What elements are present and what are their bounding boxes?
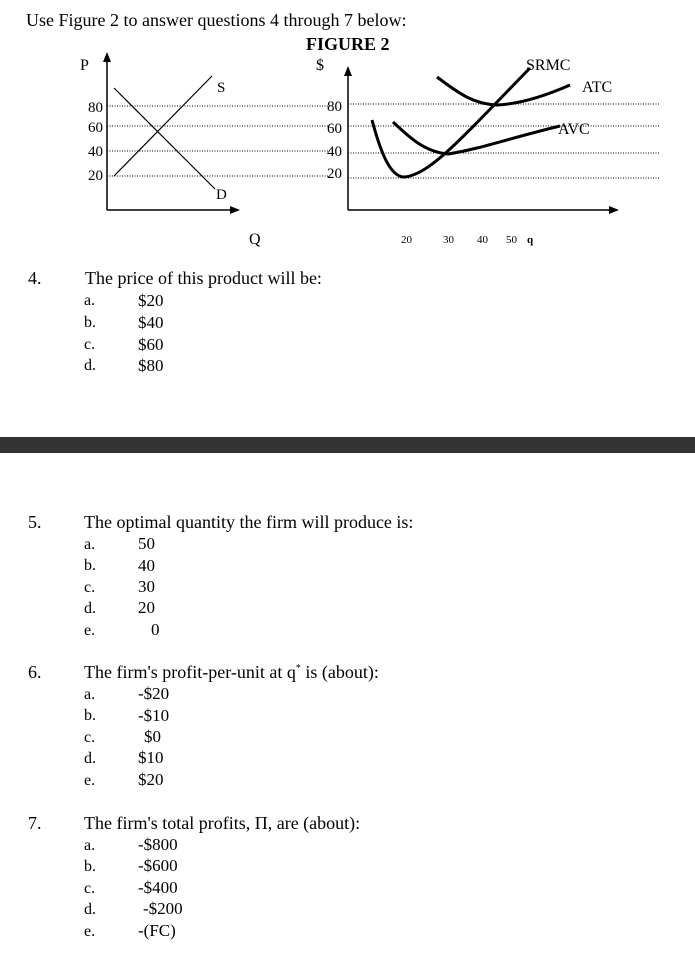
divider-bar [0, 437, 695, 453]
option-letter: a. [84, 536, 96, 553]
option-value: -$10 [138, 706, 170, 725]
option-value: $20 [138, 770, 164, 789]
market-graph [80, 52, 330, 248]
option-letter: c. [84, 336, 96, 353]
option-value: $80 [138, 356, 164, 375]
option-value: 0 [151, 620, 160, 639]
question-text: The firm's total profits, Π, are (about): [84, 813, 361, 833]
option-letter: e. [84, 622, 96, 639]
supply-label: S [217, 80, 226, 96]
option-letter: e. [84, 772, 96, 789]
option-value: 20 [138, 598, 155, 617]
option-value: $60 [138, 335, 164, 354]
option-value: 40 [138, 556, 155, 575]
right-x-tick: 40 [477, 234, 488, 246]
avc-curve [393, 122, 560, 154]
question-text: The firm's profit-per-unit at q* is (about): [84, 662, 379, 682]
right-x-label: q [527, 234, 534, 246]
option-letter: b. [84, 557, 96, 574]
option-letter: a. [84, 292, 96, 309]
left-x-label: Q [249, 231, 261, 248]
option-value: 30 [138, 577, 155, 596]
firm-graph [316, 57, 660, 246]
left-x-arrow-icon [230, 206, 240, 214]
option-value: -$400 [138, 878, 178, 897]
figure-title: FIGURE 2 [306, 34, 390, 54]
option-letter: c. [84, 579, 96, 596]
figure-2 [0, 0, 695, 260]
right-x-tick: 50 [506, 234, 517, 246]
option-letter: d. [84, 901, 96, 918]
option-value: -$600 [138, 856, 178, 875]
option-value: -$20 [138, 684, 170, 703]
left-y-tick: 60 [88, 120, 103, 136]
atc-label: ATC [582, 79, 613, 96]
left-y-arrow-icon [103, 52, 111, 62]
left-y-tick: 40 [88, 144, 103, 160]
option-letter: d. [84, 600, 96, 617]
option-letter: d. [84, 357, 96, 374]
intro-text: Use Figure 2 to answer questions 4 through 7 below: [26, 10, 407, 30]
right-y-tick: 40 [327, 144, 342, 160]
question-text: The price of this product will be: [85, 268, 322, 288]
option-letter: b. [84, 314, 96, 331]
option-value: $40 [138, 313, 164, 332]
option-value: $0 [144, 727, 161, 746]
atc-curve [437, 77, 570, 105]
option-letter: b. [84, 858, 96, 875]
option-value: -$200 [143, 899, 183, 918]
option-letter: d. [84, 750, 96, 767]
srmc-label: SRMC [526, 57, 571, 74]
right-y-tick: 60 [327, 121, 342, 137]
option-letter: b. [84, 707, 96, 724]
question-number: 5. [28, 512, 42, 532]
question-number: 4. [28, 268, 42, 288]
question-number: 6. [28, 662, 42, 682]
demand-curve [114, 88, 215, 189]
option-value: $10 [138, 748, 164, 767]
question-number: 7. [28, 813, 42, 833]
option-value: 50 [138, 534, 155, 553]
right-x-tick: 30 [443, 234, 454, 246]
left-y-tick: 80 [88, 100, 103, 116]
avc-label: AVC [558, 121, 590, 138]
right-x-tick: 20 [401, 234, 412, 246]
right-y-tick: 20 [327, 166, 342, 182]
question-text: The optimal quantity the firm will produce is: [84, 512, 414, 532]
option-letter: e. [84, 923, 96, 940]
right-x-arrow-icon [609, 206, 619, 214]
left-y-tick: 20 [88, 168, 103, 184]
demand-label: D [216, 187, 227, 203]
option-value: -$800 [138, 835, 178, 854]
option-letter: c. [84, 880, 96, 897]
right-y-label: $ [316, 57, 324, 74]
option-letter: c. [84, 729, 96, 746]
option-letter: a. [84, 686, 96, 703]
left-y-label: P [80, 57, 89, 74]
option-value: -(FC) [138, 921, 176, 940]
option-value: $20 [138, 291, 164, 310]
option-letter: a. [84, 837, 96, 854]
right-y-arrow-icon [344, 66, 352, 76]
right-y-tick: 80 [327, 99, 342, 115]
